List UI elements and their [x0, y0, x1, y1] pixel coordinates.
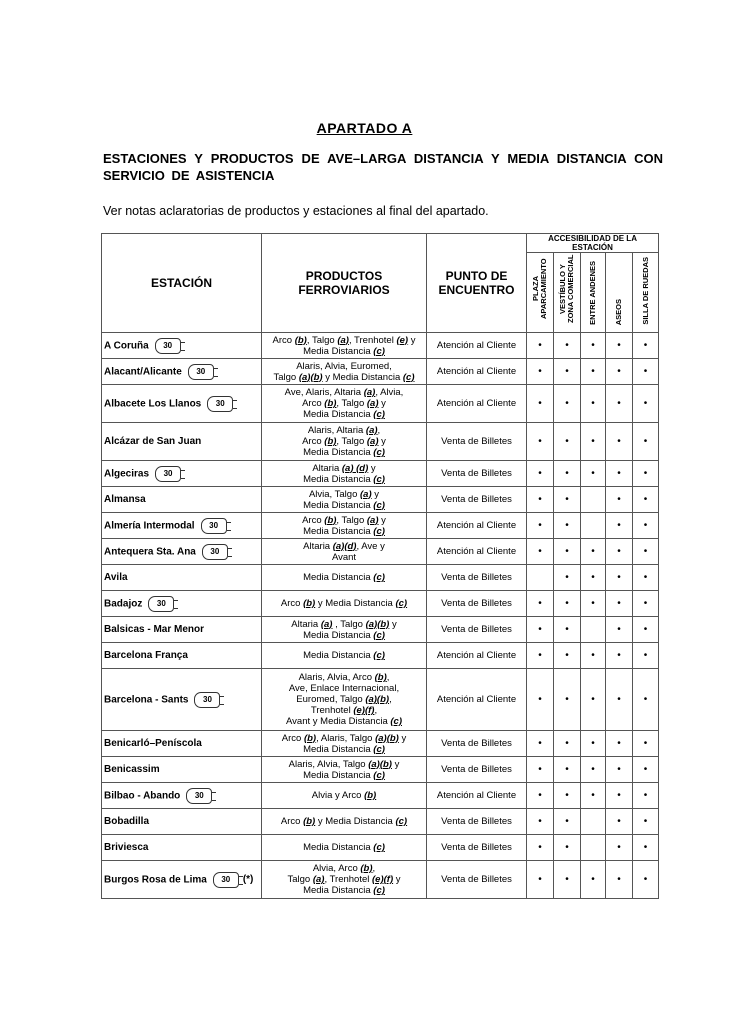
accessibility-dot: • — [606, 487, 633, 513]
30-minute-hand-icon: 30 — [194, 692, 220, 708]
products-cell: Alvia y Arco (b) — [262, 783, 427, 809]
accessibility-dot: • — [527, 669, 554, 731]
station-name: Avila — [104, 572, 128, 583]
accessibility-dot: • — [633, 783, 659, 809]
meeting-point-cell: Atención al Cliente — [427, 643, 527, 669]
accessibility-dot: • — [633, 861, 659, 899]
accessibility-dot: • — [554, 669, 581, 731]
station-name: Benicassim — [104, 764, 160, 775]
accessibility-dot: • — [633, 461, 659, 487]
header-station: ESTACIÓN — [102, 234, 262, 333]
accessibility-dot: • — [554, 423, 581, 461]
accessibility-dot — [527, 565, 554, 591]
station-cell — [102, 861, 262, 899]
products-cell: Alaris, Altaria (a), Arco (b), Talgo (a) y Media Distancia (c) — [262, 423, 427, 461]
table-row — [102, 423, 659, 461]
asterisk-note: (*) — [242, 874, 254, 886]
accessibility-dot: • — [527, 539, 554, 565]
accessibility-dot: • — [554, 809, 581, 835]
accessibility-dot: • — [581, 359, 606, 385]
station-name: Alcázar de San Juan — [104, 436, 202, 447]
accessibility-dot: • — [633, 643, 659, 669]
accessibility-dot: • — [633, 731, 659, 757]
station-cell — [102, 359, 262, 385]
meeting-point-cell: Venta de Billetes — [427, 591, 527, 617]
meeting-point-cell: Atención al Cliente — [427, 513, 527, 539]
station-name: Albacete Los Llanos — [104, 398, 202, 410]
stations-table — [101, 233, 659, 899]
accessibility-dot: • — [633, 513, 659, 539]
accessibility-dot: • — [606, 809, 633, 835]
station-cell — [102, 669, 262, 731]
30-minute-hand-icon: 30 — [186, 788, 212, 804]
accessibility-dot: • — [554, 565, 581, 591]
30-minute-hand-icon: 30 — [188, 364, 214, 380]
accessibility-dot: • — [581, 539, 606, 565]
meeting-point-cell: Atención al Cliente — [427, 669, 527, 731]
station-cell — [102, 809, 262, 835]
station-cell — [102, 591, 262, 617]
header-products: PRODUCTOS FERROVIARIOS — [262, 234, 427, 333]
accessibility-dot: • — [633, 359, 659, 385]
station-cell — [102, 783, 262, 809]
station-name: Burgos Rosa de Lima — [104, 874, 207, 886]
accessibility-dot: • — [554, 731, 581, 757]
accessibility-dot: • — [581, 461, 606, 487]
accessibility-dot: • — [554, 861, 581, 899]
station-name: Antequera Sta. Ana — [104, 546, 196, 558]
30-minute-hand-icon: 30 — [213, 872, 239, 888]
products-cell: Alvia, Arco (b), Talgo (a), Trenhotel (e)(f) y Media Distancia (c) — [262, 861, 427, 899]
station-name: Balsicas - Mar Menor — [104, 624, 205, 635]
accessibility-dot: • — [581, 643, 606, 669]
accessibility-dot — [581, 513, 606, 539]
table-row — [102, 861, 659, 899]
accessibility-dot: • — [527, 617, 554, 643]
meeting-point-cell: Venta de Billetes — [427, 565, 527, 591]
30-minute-hand-icon: 30 — [155, 466, 181, 482]
header-accessibility: ACCESIBILIDAD DE LA ESTACIÓN — [527, 234, 659, 253]
table-row — [102, 461, 659, 487]
accessibility-dot: • — [633, 617, 659, 643]
accessibility-dot: • — [527, 591, 554, 617]
station-name: Benicarló–Peníscola — [104, 738, 202, 749]
table-row — [102, 643, 659, 669]
accessibility-dot: • — [581, 731, 606, 757]
accessibility-dot: • — [581, 333, 606, 359]
table-row — [102, 835, 659, 861]
station-name: Almansa — [104, 494, 146, 505]
meeting-point-cell: Venta de Billetes — [427, 835, 527, 861]
accessibility-dot: • — [527, 423, 554, 461]
station-name: Almería Intermodal — [104, 520, 195, 532]
accessibility-dot: • — [606, 731, 633, 757]
accessibility-dot: • — [606, 423, 633, 461]
table-row — [102, 757, 659, 783]
accessibility-dot: • — [527, 809, 554, 835]
station-cell — [102, 333, 262, 359]
header-wheelchair: SILLA DE RUEDAS — [633, 253, 659, 333]
accessibility-dot: • — [581, 757, 606, 783]
accessibility-dot: • — [554, 835, 581, 861]
accessibility-dot — [581, 835, 606, 861]
accessibility-dot: • — [554, 461, 581, 487]
products-cell: Alaris, Alvia, Arco (b), Ave, Enlace Internacional, Euromed, Talgo (a)(b), Trenhotel (e)(f), Avant y Media Distancia (c) — [262, 669, 427, 731]
30-minute-hand-icon: 30 — [201, 518, 227, 534]
products-cell: Media Distancia (c) — [262, 835, 427, 861]
accessibility-dot: • — [581, 591, 606, 617]
accessibility-dot — [581, 487, 606, 513]
station-name: Barcelona França — [104, 650, 188, 661]
table-row — [102, 359, 659, 385]
accessibility-dot — [581, 617, 606, 643]
header-toilets: ASEOS — [606, 253, 633, 333]
accessibility-dot: • — [633, 757, 659, 783]
accessibility-dot: • — [554, 539, 581, 565]
meeting-point-cell: Venta de Billetes — [427, 861, 527, 899]
accessibility-dot: • — [606, 617, 633, 643]
products-cell: Media Distancia (c) — [262, 643, 427, 669]
accessibility-dot: • — [581, 669, 606, 731]
meeting-point-cell: Atención al Cliente — [427, 539, 527, 565]
meeting-point-cell: Venta de Billetes — [427, 731, 527, 757]
accessibility-dot: • — [581, 565, 606, 591]
accessibility-dot: • — [554, 487, 581, 513]
header-meeting-point: PUNTO DE ENCUENTRO — [427, 234, 527, 333]
accessibility-dot: • — [633, 487, 659, 513]
accessibility-dot: • — [633, 809, 659, 835]
products-cell: Alaris, Alvia, Euromed, Talgo (a)(b) y Media Distancia (c) — [262, 359, 427, 385]
page-heading: APARTADO A — [316, 120, 413, 136]
accessibility-dot: • — [606, 643, 633, 669]
accessibility-dot: • — [606, 539, 633, 565]
accessibility-dot: • — [554, 757, 581, 783]
accessibility-dot: • — [606, 565, 633, 591]
accessibility-dot: • — [633, 423, 659, 461]
station-name: Bobadilla — [104, 816, 150, 827]
accessibility-dot: • — [606, 757, 633, 783]
notes-reference: Ver notas aclaratorias de productos y estaciones al final del apartado. — [103, 204, 489, 218]
products-cell: Arco (b), Talgo (a) y Media Distancia (c) — [262, 513, 427, 539]
accessibility-dot: • — [606, 861, 633, 899]
accessibility-dot: • — [554, 359, 581, 385]
products-cell: Arco (b), Talgo (a), Trenhotel (e) y Media Distancia (c) — [262, 333, 427, 359]
station-name: Briviesca — [104, 842, 149, 853]
meeting-point-cell: Venta de Billetes — [427, 757, 527, 783]
accessibility-dot: • — [527, 359, 554, 385]
products-cell: Alaris, Alvia, Talgo (a)(b) y Media Distancia (c) — [262, 757, 427, 783]
30-minute-hand-icon: 30 — [202, 544, 228, 560]
accessibility-dot: • — [554, 591, 581, 617]
products-cell: Arco (b), Alaris, Talgo (a)(b) y Media Distancia (c) — [262, 731, 427, 757]
products-cell: Arco (b) y Media Distancia (c) — [262, 809, 427, 835]
accessibility-dot: • — [581, 423, 606, 461]
products-cell: Media Distancia (c) — [262, 565, 427, 591]
accessibility-dot: • — [554, 513, 581, 539]
table-row — [102, 669, 659, 731]
meeting-point-cell: Venta de Billetes — [427, 461, 527, 487]
products-cell: Alvia, Talgo (a) y Media Distancia (c) — [262, 487, 427, 513]
30-minute-hand-icon: 30 — [148, 596, 174, 612]
accessibility-dot — [581, 809, 606, 835]
accessibility-dot: • — [527, 487, 554, 513]
meeting-point-cell: Venta de Billetes — [427, 809, 527, 835]
accessibility-dot: • — [606, 669, 633, 731]
station-cell — [102, 757, 262, 783]
accessibility-dot: • — [527, 861, 554, 899]
meeting-point-cell: Atención al Cliente — [427, 783, 527, 809]
accessibility-dot: • — [606, 333, 633, 359]
station-cell — [102, 731, 262, 757]
table-row — [102, 783, 659, 809]
30-minute-hand-icon: 30 — [155, 338, 181, 354]
station-name: Barcelona - Sants — [104, 694, 189, 706]
accessibility-dot: • — [554, 333, 581, 359]
meeting-point-cell: Venta de Billetes — [427, 617, 527, 643]
accessibility-dot: • — [606, 513, 633, 539]
station-cell — [102, 835, 262, 861]
meeting-point-cell: Venta de Billetes — [427, 487, 527, 513]
meeting-point-cell: Atención al Cliente — [427, 333, 527, 359]
accessibility-dot: • — [581, 861, 606, 899]
table-row — [102, 333, 659, 359]
table-row — [102, 513, 659, 539]
station-name: Algeciras — [104, 468, 150, 480]
station-cell — [102, 643, 262, 669]
header-parking: PLAZA APARCAMIENTO — [527, 253, 554, 333]
accessibility-dot: • — [527, 731, 554, 757]
accessibility-dot: • — [606, 385, 633, 423]
accessibility-dot: • — [606, 835, 633, 861]
accessibility-dot: • — [606, 591, 633, 617]
accessibility-dot: • — [527, 783, 554, 809]
station-cell — [102, 423, 262, 461]
station-cell — [102, 385, 262, 423]
meeting-point-cell: Atención al Cliente — [427, 385, 527, 423]
table-row — [102, 539, 659, 565]
station-cell — [102, 487, 262, 513]
station-name: Alacant/Alicante — [104, 366, 182, 378]
accessibility-dot: • — [527, 757, 554, 783]
header-lobby: VESTÍBULO Y ZONA COMERCIAL — [554, 253, 581, 333]
accessibility-dot: • — [633, 669, 659, 731]
accessibility-dot: • — [554, 643, 581, 669]
meeting-point-cell: Atención al Cliente — [427, 359, 527, 385]
products-cell: Altaria (a) , Talgo (a)(b) y Media Distancia (c) — [262, 617, 427, 643]
station-cell — [102, 617, 262, 643]
products-cell: Ave, Alaris, Altaria (a), Alvia, Arco (b), Talgo (a) y Media Distancia (c) — [262, 385, 427, 423]
accessibility-dot: • — [633, 835, 659, 861]
accessibility-dot: • — [554, 385, 581, 423]
accessibility-dot: • — [554, 783, 581, 809]
accessibility-dot: • — [527, 385, 554, 423]
station-name: Bilbao - Abando — [104, 790, 181, 802]
table-row — [102, 809, 659, 835]
accessibility-dot: • — [633, 565, 659, 591]
accessibility-dot: • — [527, 643, 554, 669]
accessibility-dot: • — [581, 783, 606, 809]
table-row — [102, 591, 659, 617]
station-cell — [102, 539, 262, 565]
station-cell — [102, 513, 262, 539]
section-subtitle: ESTACIONES Y PRODUCTOS DE AVE–LARGA DISTANCIA Y MEDIA DISTANCIA CON SERVICIO DE ASISTENCIA — [103, 151, 663, 183]
accessibility-dot: • — [527, 835, 554, 861]
accessibility-dot: • — [606, 783, 633, 809]
table-row — [102, 487, 659, 513]
table-row — [102, 617, 659, 643]
accessibility-dot: • — [527, 513, 554, 539]
accessibility-dot: • — [606, 461, 633, 487]
accessibility-dot: • — [554, 617, 581, 643]
meeting-point-cell: Venta de Billetes — [427, 423, 527, 461]
accessibility-dot: • — [633, 539, 659, 565]
accessibility-dot: • — [633, 385, 659, 423]
station-cell — [102, 565, 262, 591]
header-between-platforms: ENTRE ANDENES — [581, 253, 606, 333]
products-cell: Arco (b) y Media Distancia (c) — [262, 591, 427, 617]
accessibility-dot: • — [581, 385, 606, 423]
products-cell: Altaria (a) (d) y Media Distancia (c) — [262, 461, 427, 487]
station-name: Badajoz — [104, 598, 143, 610]
accessibility-dot: • — [527, 461, 554, 487]
accessibility-dot: • — [633, 591, 659, 617]
table-body — [102, 333, 659, 899]
accessibility-dot: • — [527, 333, 554, 359]
30-minute-hand-icon: 30 — [207, 396, 233, 412]
accessibility-dot: • — [633, 333, 659, 359]
products-cell: Altaria (a)(d), Ave y Avant — [262, 539, 427, 565]
accessibility-dot: • — [606, 359, 633, 385]
table-row — [102, 731, 659, 757]
station-name: A Coruña — [104, 340, 149, 352]
table-row — [102, 565, 659, 591]
station-cell — [102, 461, 262, 487]
table-row — [102, 385, 659, 423]
